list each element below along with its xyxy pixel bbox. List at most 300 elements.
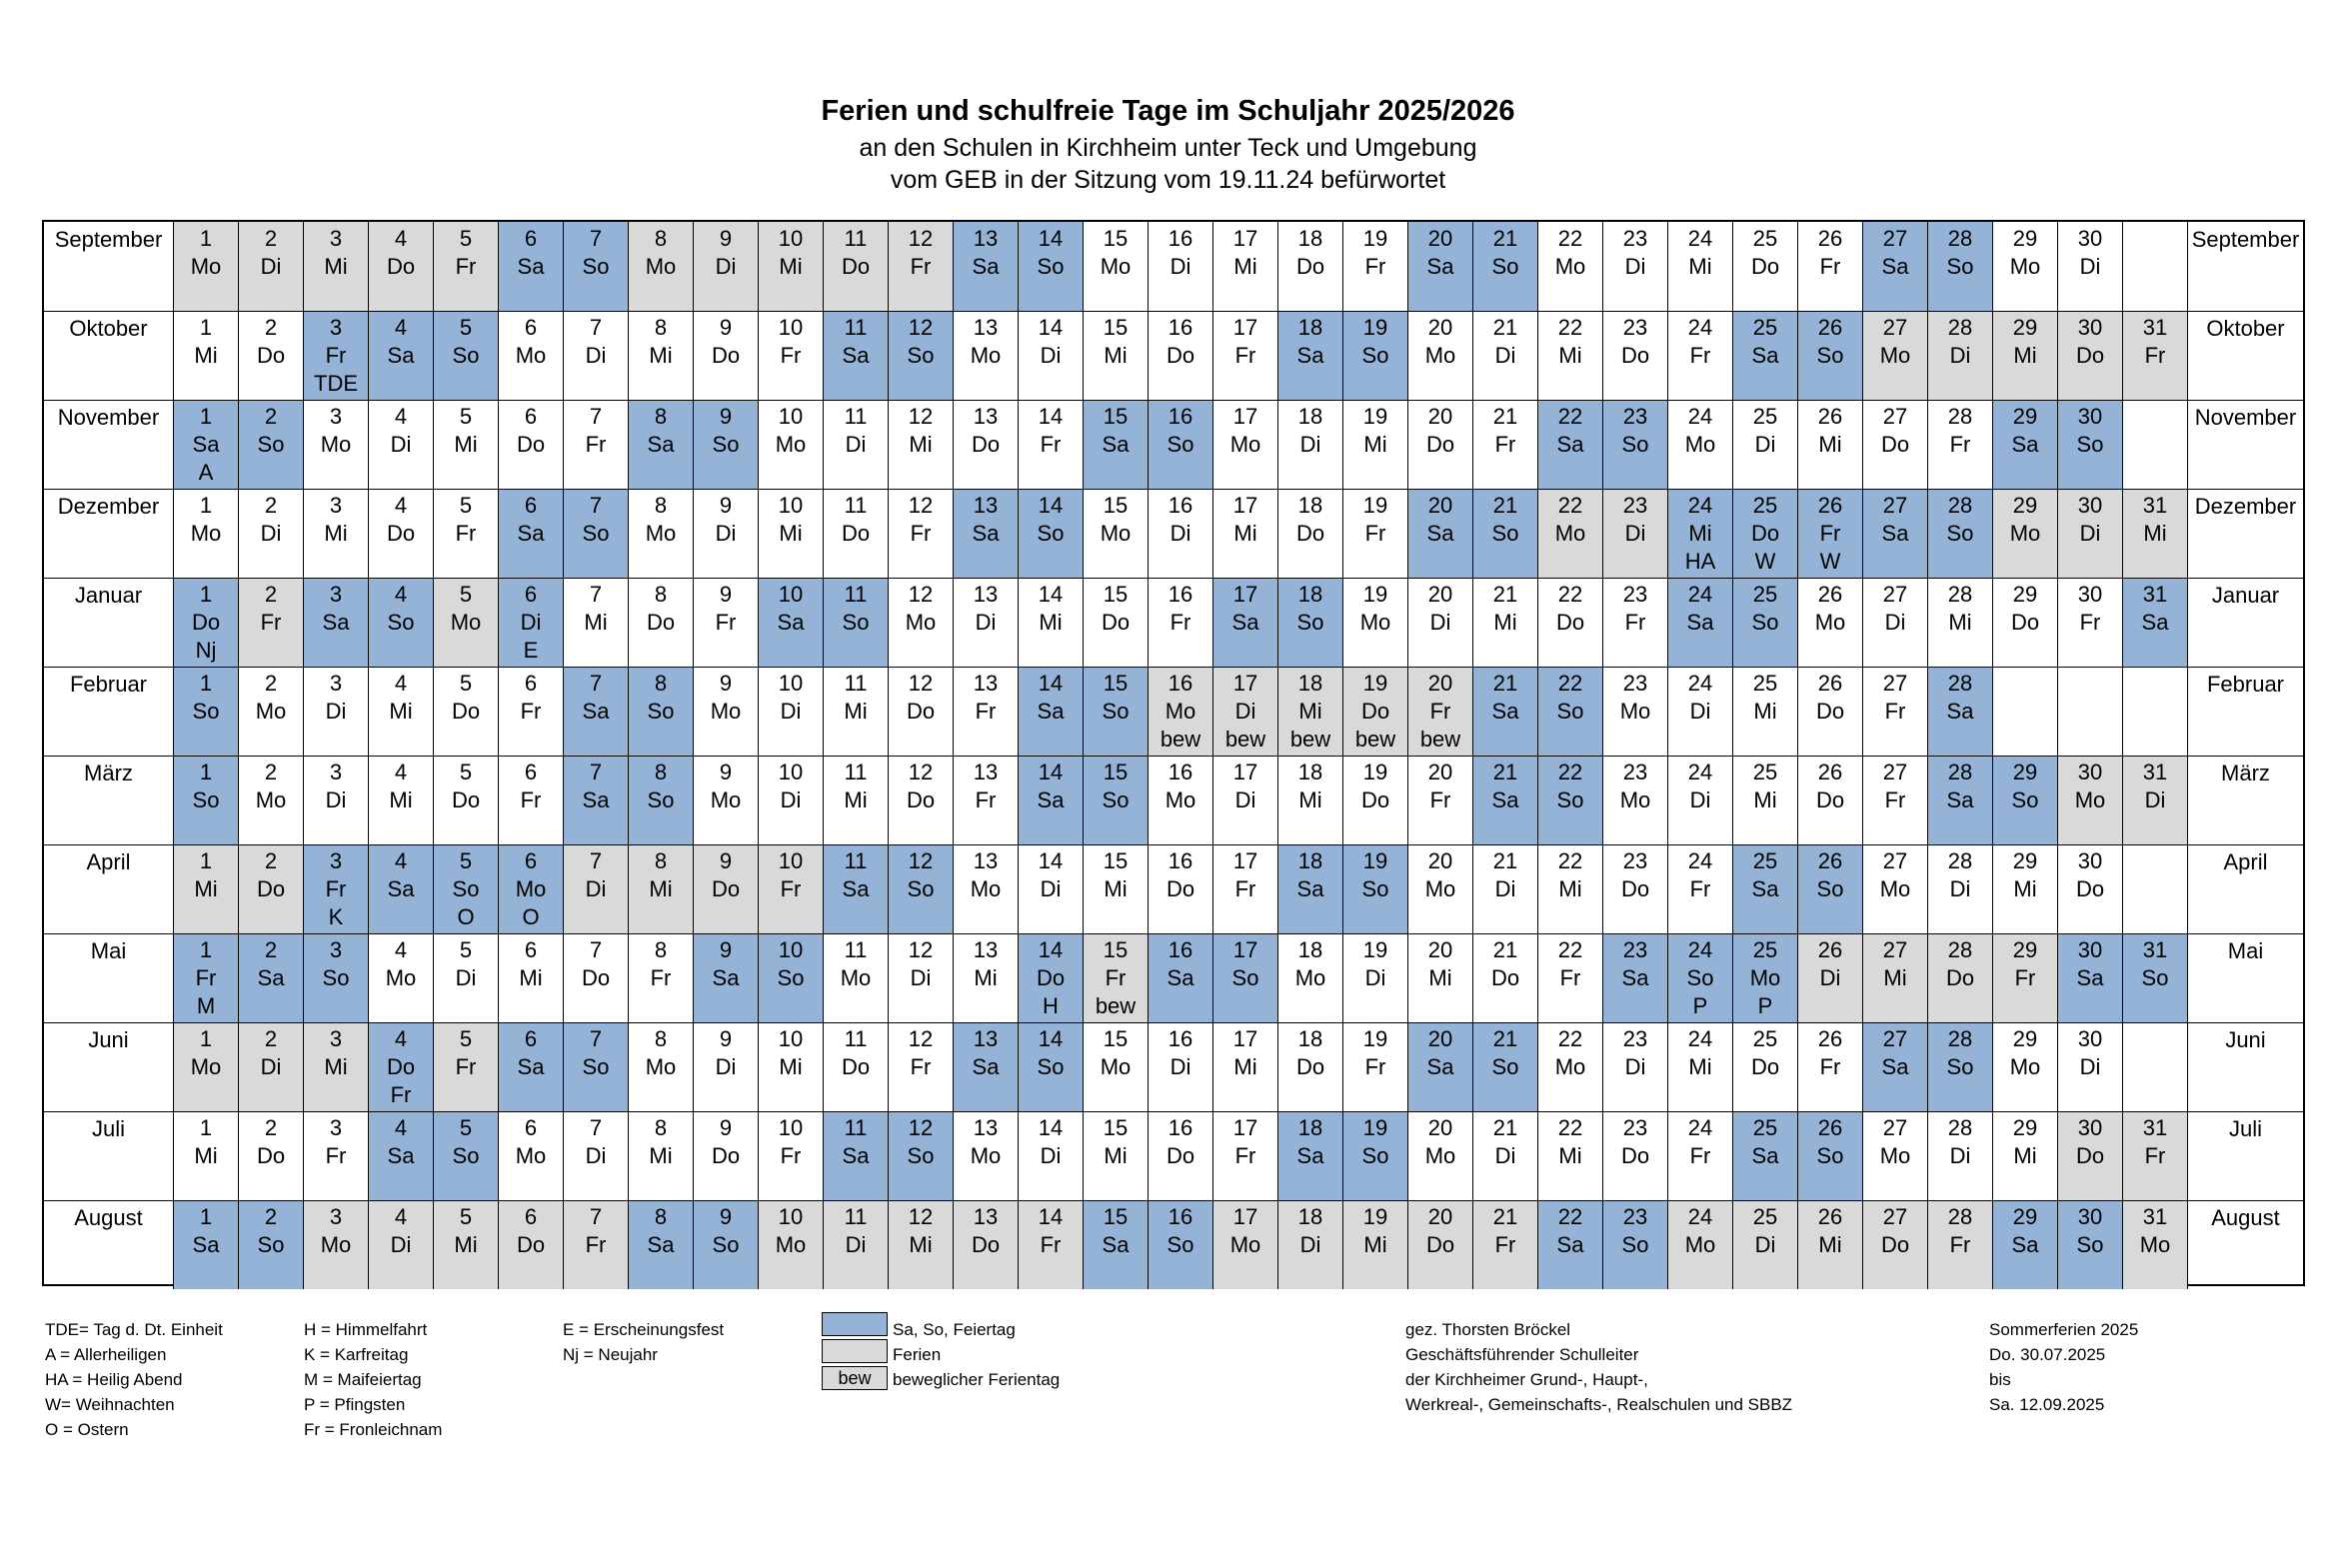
month-label: September: [54, 227, 163, 252]
weekday: Fr: [1234, 343, 1256, 368]
day-number: 15: [1103, 1204, 1129, 1229]
weekday: Sa: [1556, 1232, 1584, 1257]
day-cell: [1342, 756, 1407, 844]
day-cell: [1212, 1022, 1277, 1111]
day-cell: [1602, 311, 1667, 400]
weekday: Di: [1299, 1232, 1321, 1257]
weekday: Di: [1299, 432, 1321, 457]
day-cell: [173, 400, 238, 489]
day-number: 30: [2077, 404, 2103, 429]
empty-cell: [2057, 667, 2122, 756]
weekday: Mi: [1558, 876, 1582, 901]
weekday: So: [1102, 787, 1130, 812]
weekday: Sa: [1296, 876, 1324, 901]
day-number: 22: [1557, 671, 1583, 696]
day-cell: [2057, 1111, 2122, 1200]
holiday-code: P: [1692, 993, 1708, 1018]
day-number: 2: [264, 493, 278, 518]
day-cell: [238, 667, 303, 756]
legend-abbrev-2: [304, 1317, 442, 1442]
day-number: 6: [524, 493, 538, 518]
day-cell: [1667, 667, 1732, 756]
day-cell: [1342, 1200, 1407, 1289]
day-number: 16: [1168, 315, 1193, 340]
day-number: 22: [1557, 760, 1583, 784]
weekday: Fr: [1689, 876, 1711, 901]
day-number: 6: [524, 226, 538, 251]
day-cell: [433, 1111, 498, 1200]
day-number: 1: [199, 1026, 213, 1051]
day-number: 3: [329, 582, 343, 607]
holiday-code: bew: [1095, 993, 1137, 1018]
legend-item: Sa, So, Feiertag: [893, 1320, 1016, 1339]
day-cell: [1797, 1111, 1862, 1200]
weekday: So: [1037, 254, 1065, 279]
legend-abbrev-3: [563, 1317, 724, 1367]
day-number: 6: [524, 937, 538, 962]
day-cell: [758, 933, 823, 1022]
empty-cell: [2122, 400, 2187, 489]
day-cell: [1407, 844, 1472, 933]
day-number: 13: [973, 671, 999, 696]
day-number: 29: [2012, 1026, 2038, 1051]
weekday: Di: [1949, 1143, 1971, 1168]
day-number: 21: [1492, 404, 1518, 429]
day-number: 26: [1817, 848, 1843, 873]
day-number: 21: [1492, 1115, 1518, 1140]
day-cell: [2122, 933, 2187, 1022]
day-cell: [368, 667, 433, 756]
weekday: Mo: [970, 876, 1002, 901]
day-number: 10: [778, 937, 804, 962]
day-number: 17: [1232, 493, 1258, 518]
weekday: Mo: [1100, 1054, 1132, 1079]
day-cell: [953, 578, 1018, 667]
day-cell: [823, 400, 888, 489]
row-divider: [44, 1022, 2303, 1023]
day-cell: [498, 400, 563, 489]
month-row: [44, 489, 2303, 578]
day-number: 15: [1103, 760, 1129, 784]
weekday: Di: [325, 787, 347, 812]
weekday: Di: [390, 1232, 412, 1257]
day-number: 11: [844, 671, 868, 696]
weekday: Mi: [1363, 432, 1387, 457]
legend-item: Fr = Fronleichnam: [304, 1420, 443, 1439]
day-number: 9: [719, 760, 733, 784]
signature-line: gez. Thorsten Bröckel: [1405, 1320, 1571, 1339]
day-cell: [1797, 933, 1862, 1022]
weekday: Mi: [1753, 787, 1777, 812]
day-number: 27: [1882, 493, 1908, 518]
day-cell: [628, 844, 693, 933]
day-cell: [1277, 756, 1342, 844]
day-cell: [563, 1022, 628, 1111]
day-cell: [368, 1022, 433, 1111]
day-number: 23: [1622, 582, 1648, 607]
day-cell: [1018, 1022, 1083, 1111]
day-number: 24: [1687, 226, 1713, 251]
day-cell: [1342, 578, 1407, 667]
day-cell: [1472, 933, 1537, 1022]
weekday: Mo: [710, 787, 742, 812]
weekday: Do: [1360, 699, 1390, 724]
weekday: Fr: [1169, 610, 1191, 635]
day-number: 25: [1752, 493, 1778, 518]
day-cell: [1277, 578, 1342, 667]
day-cell: [823, 756, 888, 844]
weekday: Do: [1880, 1232, 1910, 1257]
day-cell: [2122, 1111, 2187, 1200]
weekday: Mi: [1039, 610, 1063, 635]
empty-cell: [2122, 222, 2187, 311]
day-cell: [888, 1022, 953, 1111]
day-number: 4: [394, 1204, 408, 1229]
day-cell: [953, 756, 1018, 844]
day-cell: [1927, 933, 1992, 1022]
weekday: So: [452, 1143, 480, 1168]
day-number: 19: [1362, 493, 1388, 518]
weekday: Fr: [325, 343, 347, 368]
day-number: 1: [199, 493, 213, 518]
day-number: 16: [1168, 1026, 1193, 1051]
weekday: Do: [1945, 965, 1975, 990]
day-cell: [1212, 311, 1277, 400]
holiday-code: bew: [1160, 727, 1201, 752]
day-cell: [238, 578, 303, 667]
day-number: 29: [2012, 582, 2038, 607]
day-cell: [1472, 222, 1537, 311]
day-number: 12: [908, 582, 934, 607]
day-number: 29: [2012, 226, 2038, 251]
weekday: Mi: [324, 521, 348, 546]
day-number: 19: [1362, 1204, 1388, 1229]
day-cell: [2057, 578, 2122, 667]
day-cell: [1537, 1200, 1602, 1289]
day-number: 30: [2077, 1026, 2103, 1051]
day-number: 27: [1882, 226, 1908, 251]
holiday-code: bew: [1224, 727, 1266, 752]
day-cell: [1537, 489, 1602, 578]
day-cell: [1992, 933, 2057, 1022]
weekday: Di: [1429, 610, 1451, 635]
day-number: 27: [1882, 315, 1908, 340]
day-cell: [628, 400, 693, 489]
weekday: Sa: [322, 610, 350, 635]
day-number: 26: [1817, 582, 1843, 607]
day-number: 4: [394, 226, 408, 251]
day-number: 1: [199, 582, 213, 607]
weekday: Mo: [1619, 787, 1651, 812]
day-number: 26: [1817, 760, 1843, 784]
day-number: 8: [654, 315, 668, 340]
weekday: Fr: [1624, 610, 1646, 635]
day-number: 31: [2142, 760, 2168, 784]
day-cell: [238, 311, 303, 400]
month-label: Februar: [69, 672, 148, 697]
day-cell: [693, 1022, 758, 1111]
day-number: 30: [2077, 493, 2103, 518]
weekday: Mi: [194, 1143, 218, 1168]
day-number: 11: [844, 848, 868, 873]
weekday: Di: [1040, 876, 1062, 901]
weekday: Sa: [1167, 965, 1194, 990]
day-cell: [1407, 489, 1472, 578]
day-cell: [1212, 933, 1277, 1022]
weekday: Sa: [972, 254, 1000, 279]
holiday-code: Fr: [390, 1082, 412, 1107]
day-cell: [1992, 1111, 2057, 1200]
day-cell: [953, 400, 1018, 489]
day-number: 25: [1752, 1026, 1778, 1051]
day-number: 27: [1882, 1115, 1908, 1140]
day-cell: [693, 844, 758, 933]
weekday: So: [582, 254, 610, 279]
day-cell: [238, 489, 303, 578]
holiday-code: H: [1043, 993, 1059, 1018]
month-row: [44, 311, 2303, 400]
day-number: 20: [1427, 493, 1453, 518]
weekday: So: [452, 343, 480, 368]
day-number: 6: [524, 404, 538, 429]
weekday: Do: [256, 1143, 286, 1168]
day-number: 1: [199, 671, 213, 696]
weekday: Sa: [257, 965, 285, 990]
day-cell: [1148, 1111, 1212, 1200]
day-cell: [238, 1200, 303, 1289]
day-number: 23: [1622, 1115, 1648, 1140]
day-cell: [1212, 400, 1277, 489]
month-label-right: Januar: [2187, 578, 2303, 667]
day-number: 5: [459, 1115, 473, 1140]
weekday: Sa: [1296, 343, 1324, 368]
weekday: Di: [585, 1143, 607, 1168]
day-number: 24: [1687, 582, 1713, 607]
weekday: Mi: [2143, 521, 2167, 546]
weekday: Mi: [909, 432, 933, 457]
day-cell: [1537, 756, 1602, 844]
weekday: Do: [1620, 876, 1650, 901]
day-number: 21: [1492, 671, 1518, 696]
weekday: So: [647, 699, 675, 724]
day-number: 9: [719, 1204, 733, 1229]
day-number: 6: [524, 1115, 538, 1140]
day-cell: [1212, 489, 1277, 578]
day-cell: [1018, 400, 1083, 489]
day-number: 1: [199, 848, 213, 873]
day-number: 10: [778, 226, 804, 251]
legend-colors: [893, 1317, 1060, 1392]
day-number: 3: [329, 848, 343, 873]
day-number: 30: [2077, 848, 2103, 873]
day-number: 16: [1168, 404, 1193, 429]
day-cell: [693, 311, 758, 400]
weekday: Sa: [1491, 699, 1519, 724]
day-number: 13: [973, 760, 999, 784]
weekday: So: [387, 610, 415, 635]
legend-swatch-ferien: [822, 1339, 888, 1363]
weekday: Mi: [1233, 254, 1257, 279]
day-number: 7: [589, 760, 603, 784]
weekday: Mo: [320, 432, 352, 457]
day-cell: [823, 933, 888, 1022]
day-number: 15: [1103, 1026, 1129, 1051]
weekday: Mi: [1883, 965, 1907, 990]
legend-item: Nj = Neujahr: [563, 1345, 658, 1364]
day-cell: [1018, 844, 1083, 933]
day-cell: [693, 489, 758, 578]
day-number: 17: [1232, 315, 1258, 340]
day-number: 10: [778, 760, 804, 784]
legend-item: HA = Heilig Abend: [45, 1370, 183, 1389]
day-cell: [693, 1111, 758, 1200]
day-number: 15: [1103, 493, 1129, 518]
day-number: 20: [1427, 1026, 1453, 1051]
day-number: 12: [908, 226, 934, 251]
day-cell: [433, 578, 498, 667]
empty-cell: [2122, 844, 2187, 933]
day-number: 12: [908, 493, 934, 518]
day-cell: [758, 1111, 823, 1200]
weekday: Mo: [710, 699, 742, 724]
weekday: Sa: [1102, 1232, 1130, 1257]
day-number: 18: [1297, 404, 1323, 429]
day-number: 25: [1752, 760, 1778, 784]
day-number: 21: [1492, 848, 1518, 873]
day-cell: [563, 400, 628, 489]
weekday: Sa: [1296, 1143, 1324, 1168]
day-number: 25: [1752, 315, 1778, 340]
weekday: Fr: [1819, 254, 1841, 279]
day-cell: [173, 1022, 238, 1111]
weekday: Di: [1494, 343, 1516, 368]
day-cell: [628, 756, 693, 844]
day-number: 8: [654, 1115, 668, 1140]
day-cell: [1537, 400, 1602, 489]
day-number: 16: [1168, 493, 1193, 518]
month-label: Juni: [88, 1027, 129, 1052]
month-row: [44, 222, 2303, 311]
day-number: 15: [1103, 315, 1129, 340]
weekday: Di: [585, 876, 607, 901]
month-label: Mai: [90, 938, 127, 963]
day-cell: [1277, 1200, 1342, 1289]
weekday: Mi: [1298, 699, 1322, 724]
day-cell: [1342, 844, 1407, 933]
day-number: 15: [1103, 848, 1129, 873]
day-cell: [823, 578, 888, 667]
day-number: 5: [459, 937, 473, 962]
day-cell: [368, 1200, 433, 1289]
day-number: 23: [1622, 1026, 1648, 1051]
day-number: 13: [973, 493, 999, 518]
day-number: 2: [264, 760, 278, 784]
day-cell: [1537, 1022, 1602, 1111]
day-cell: [1018, 667, 1083, 756]
holiday-code: TDE: [314, 371, 358, 396]
day-cell: [1018, 578, 1083, 667]
day-cell: [1342, 1022, 1407, 1111]
day-cell: [2057, 1200, 2122, 1289]
weekday: Do: [581, 965, 611, 990]
weekday: Sa: [192, 1232, 220, 1257]
weekday: Mi: [1818, 1232, 1842, 1257]
day-cell: [1732, 489, 1797, 578]
day-cell: [1083, 667, 1148, 756]
legend-item: H = Himmelfahrt: [304, 1320, 428, 1339]
day-number: 24: [1687, 671, 1713, 696]
weekday: Fr: [1364, 254, 1386, 279]
row-divider: [44, 400, 2303, 401]
day-cell: [433, 1022, 498, 1111]
weekday: Mo: [1879, 343, 1911, 368]
day-cell: [1342, 311, 1407, 400]
day-cell: [563, 667, 628, 756]
day-cell: [1018, 489, 1083, 578]
day-number: 28: [1947, 582, 1973, 607]
day-cell: [498, 844, 563, 933]
weekday: Mo: [1424, 876, 1456, 901]
weekday: Fr: [195, 965, 217, 990]
day-cell: [693, 222, 758, 311]
weekday: Do: [1360, 787, 1390, 812]
day-number: 16: [1168, 582, 1193, 607]
day-cell: [303, 1111, 368, 1200]
day-cell: [1472, 489, 1537, 578]
month-label-right: Mai: [2187, 933, 2303, 1022]
day-cell: [1083, 489, 1148, 578]
weekday: So: [1686, 965, 1714, 990]
holiday-code: A: [198, 460, 214, 485]
day-cell: [1342, 222, 1407, 311]
day-cell: [1537, 933, 1602, 1022]
day-number: 8: [654, 848, 668, 873]
holiday-code: Nj: [195, 638, 217, 663]
weekday: Fr: [975, 699, 997, 724]
day-number: 16: [1168, 226, 1193, 251]
day-number: 22: [1557, 315, 1583, 340]
weekday: Mo: [190, 254, 222, 279]
day-cell: [368, 933, 433, 1022]
weekday: Di: [2144, 787, 2166, 812]
day-cell: [303, 400, 368, 489]
legend-item: O = Ostern: [45, 1420, 129, 1439]
weekday: So: [1816, 876, 1844, 901]
day-number: 2: [264, 1204, 278, 1229]
day-number: 26: [1817, 226, 1843, 251]
weekday: Fr: [1689, 343, 1711, 368]
day-number: 23: [1622, 315, 1648, 340]
day-cell: [498, 489, 563, 578]
weekday: Di: [1754, 1232, 1776, 1257]
day-cell: [1083, 1022, 1148, 1111]
weekday: Di: [845, 1232, 867, 1257]
day-number: 30: [2077, 226, 2103, 251]
day-cell: [1537, 311, 1602, 400]
day-number: 31: [2142, 315, 2168, 340]
weekday: Mo: [2074, 787, 2106, 812]
month-row: [44, 844, 2303, 933]
day-number: 21: [1492, 1204, 1518, 1229]
weekday: Mo: [515, 876, 547, 901]
day-cell: [1667, 1200, 1732, 1289]
day-number: 17: [1232, 404, 1258, 429]
month-label-right: Juli: [2187, 1111, 2303, 1200]
day-cell: [693, 756, 758, 844]
day-number: 2: [264, 1026, 278, 1051]
weekday: Di: [260, 254, 282, 279]
weekday: Fr: [780, 343, 802, 368]
